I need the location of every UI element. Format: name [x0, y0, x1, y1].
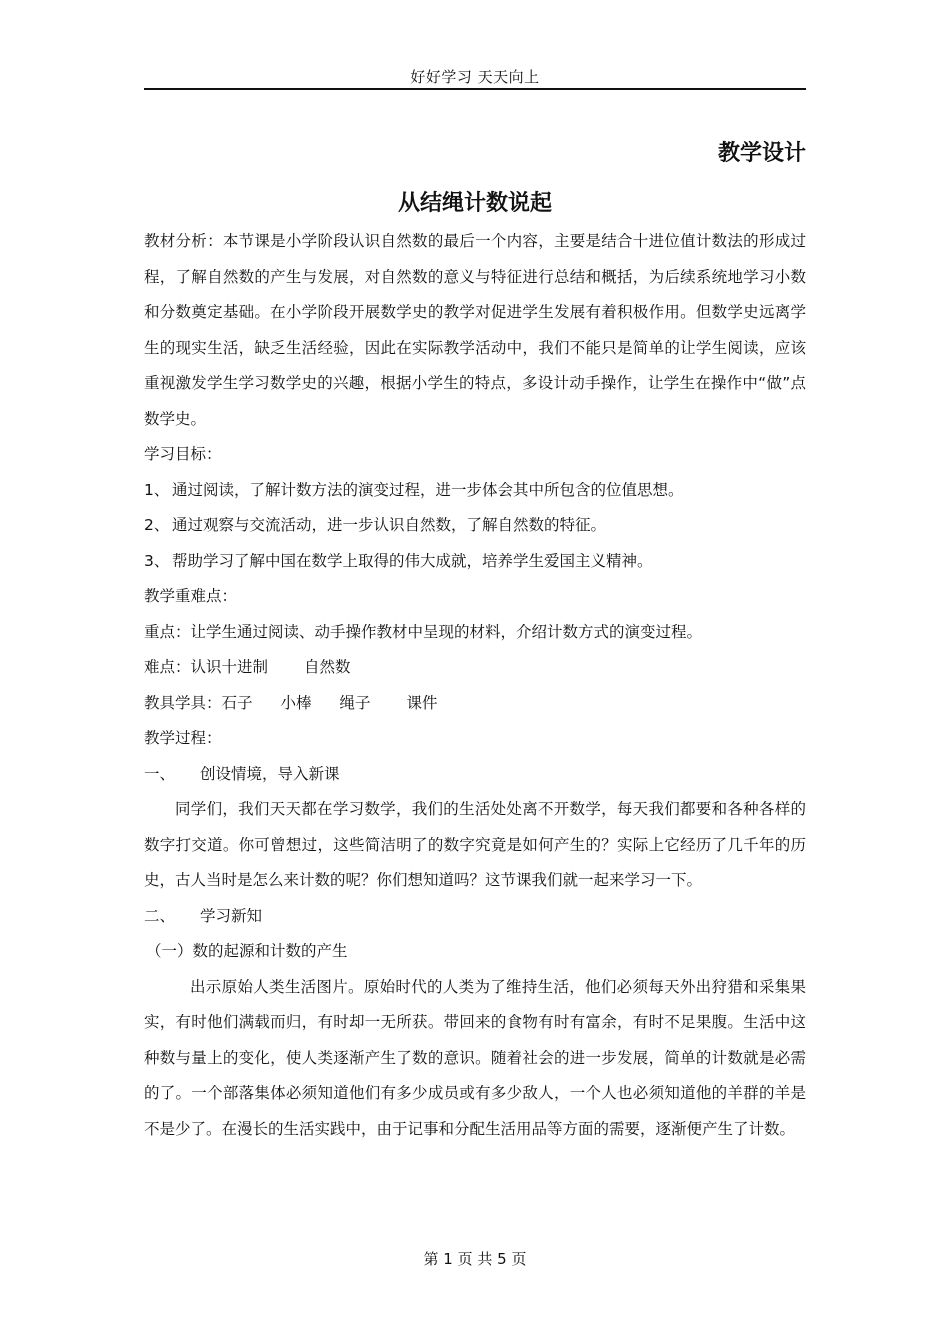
objective-item	[144, 473, 806, 509]
objective-text: 帮助学习了解中国在数学上取得的伟大成就，培养学生爱国主义精神。	[172, 551, 653, 570]
objective-text: 通过阅读，了解计数方法的演变过程，进一步体会其中所包含的位值思想。	[172, 480, 684, 499]
section-heading	[144, 899, 806, 935]
difficulty-label: 难点：认识十进制	[144, 658, 269, 676]
key-point-focus: 重点：让学生通过阅读、动手操作教材中呈现的材料，介绍计数方式的演变过程。	[144, 622, 703, 641]
objective-item	[144, 508, 806, 544]
page-header: 好好学习 天天向上	[410, 68, 540, 86]
tools-label: 教具学具：石子	[144, 693, 253, 712]
objectives-heading: 学习目标：	[144, 445, 222, 463]
objective-text: 通过观察与交流活动，进一步认识自然数，了解自然数的特征。	[172, 516, 607, 534]
material-analysis: 教材分析：本节课是小学阶段认识自然数的最后一个内容，主要是结合十进位值计数法的形成过程，了解自然数的产生与发展，对自然数的意义与特征进行总结和概括，为后续系统地学习小数和分数奠定基础。在小学阶段开展数学史的教学对促进学生发展有着积极作用。但数学史远离学生的现实生活，缺乏生活经验，因此在实际教学活动中，我们不能只是简单的让学生阅读，应该重视激发学生学习数学史的兴趣，根据小学生的特点，多设计动手操作，让学生在操作中“做”点数学史。	[144, 232, 806, 428]
tool-item: 课件	[406, 693, 438, 712]
tool-item: 小棒	[280, 693, 312, 712]
section-number: 二、	[144, 906, 176, 925]
section-heading	[144, 757, 806, 793]
document-type: 教学设计	[717, 141, 806, 166]
difficulty-extra: 自然数	[304, 658, 351, 676]
objective-number: 3、	[144, 551, 170, 570]
key-points-heading: 教学重难点：	[144, 587, 238, 605]
objective-number: 2、	[144, 516, 170, 534]
document-body	[144, 224, 806, 1147]
section-number: 一、	[144, 764, 176, 783]
section-intro-text: 同学们，我们天天都在学习数学，我们的生活处处离不开数学，每天我们都要和各种各样的数字打交道。你可曾想过，这些简洁明了的数字究竟是如何产生的？实际上它经历了几千年的历史，古人当时是怎么来计数的呢？你们想知道吗？这节课我们就一起来学习一下。	[144, 800, 806, 889]
header-rule	[144, 88, 806, 90]
subsection-text: 出示原始人类生活图片。原始时代的人类为了维持生活，他们必须每天外出狩猎和采集果实，有时他们满载而归，有时却一无所获。带回来的食物有时有富余，有时不足果腹。生活中这种数与量上的变化，使人类逐渐产生了数的意识。随着社会的进一步发展，简单的计数就是必需的了。一个部落集体必须知道他们有多少成员或有多少敌人，一个人也必须知道他的羊群的羊是不是少了。在漫长的生活实践中，由于记事和分配生活用品等方面的需要，逐渐便产生了计数。	[144, 977, 806, 1138]
section-title: 学习新知	[200, 906, 263, 925]
page-footer: 第 1 页 共 5 页	[423, 1250, 527, 1268]
subsection-heading: （一）数的起源和计数的产生	[146, 942, 348, 960]
process-heading: 教学过程：	[144, 729, 222, 747]
teaching-tools	[144, 686, 806, 722]
tool-item: 绳子	[339, 693, 371, 712]
objective-number: 1、	[144, 480, 170, 499]
objective-item	[144, 544, 806, 580]
key-point-difficulty	[144, 650, 806, 686]
section-title: 创设情境，导入新课	[200, 764, 340, 783]
document-title: 从结绳计数说起	[397, 191, 552, 216]
